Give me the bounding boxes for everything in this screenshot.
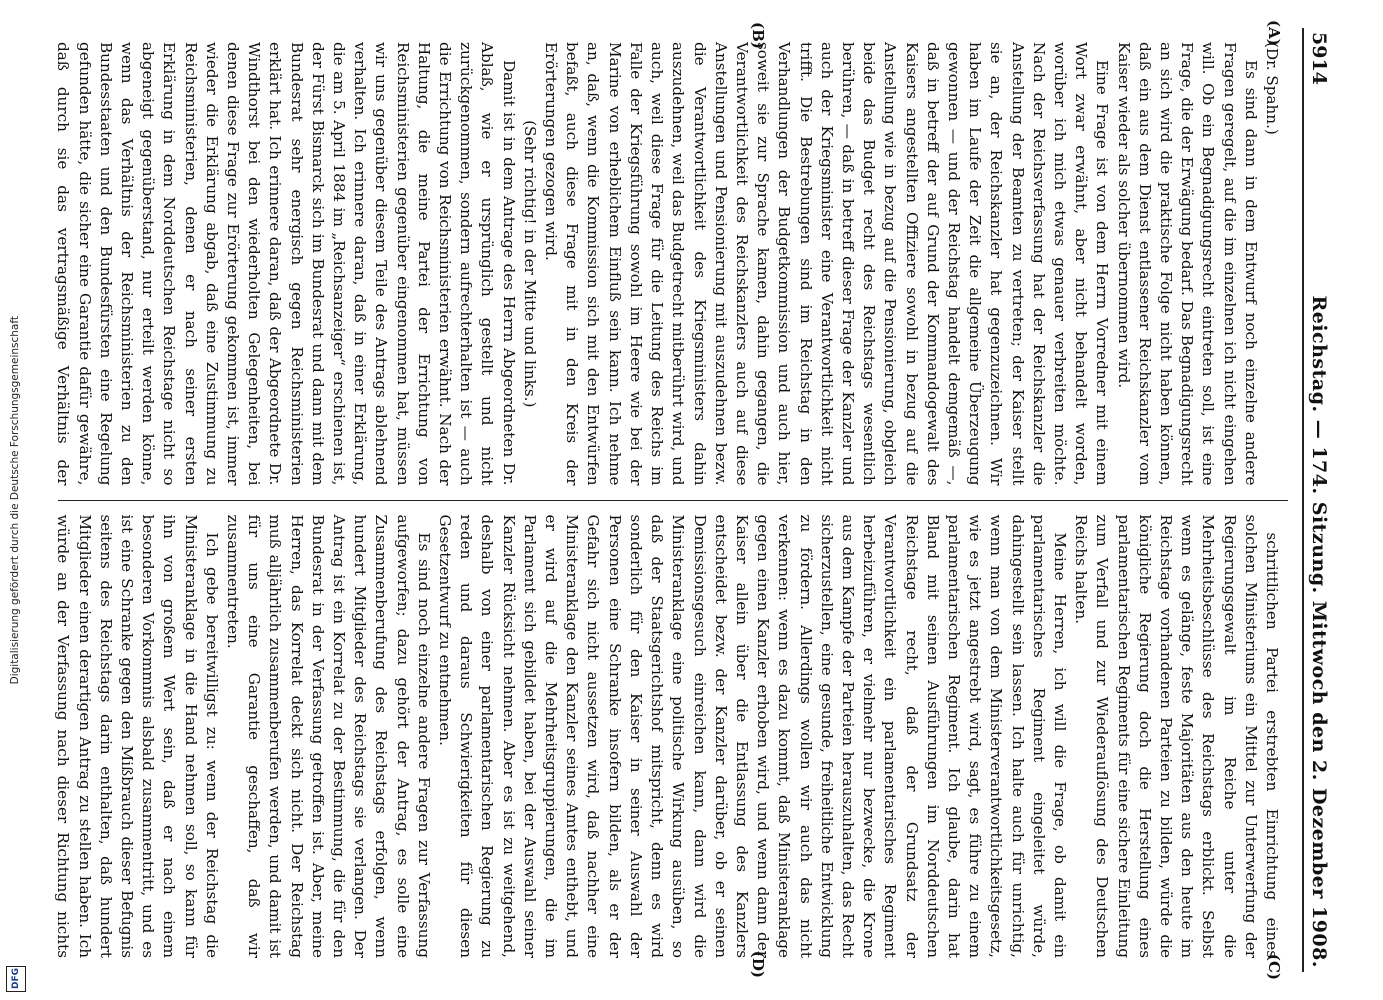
text-columns xyxy=(54,20,1288,980)
margin-marker-d: (D) xyxy=(749,950,767,978)
paragraph: Ich gebe bereitwilligst zu: wenn der Reichstag die Ministeranklage in die Hand nehmen soll, so kann für ihn von großem Wert sein, daß er nach einem besonderen Vorkommnis alsbald zusammentritt, und es ist eine Schranke gegen den Mißbrauch dieser Befugnis seitens des Reichstags darin enthalten, daß hundert Mitglieder einen derartigen Antrag zu stellen haben. Ich würde an der Verfassung nach dieser Richtung nichts xyxy=(54,514,221,958)
digitization-credit-text: Digitalisierung gefördert durch die Deutsche Forschungsgemeinschaft xyxy=(9,315,21,685)
paragraph: schrittlichen Partei erstrebten Einrichtung eines solchen Ministeriums ein Mittel zur Unterwerfung der Regierungsgewalt im Reiche unter die Mehrheitsbeschlüsse des Reichstags erblickt. Selbst wenn es gelänge, feste Majoritäten aus den heute im Reichstage vorhandenen Parteien zu bilden, würde die königliche Regierung doch die Herstellung eines parlamentarischen Regiments für eine sichere Einleitung zum Verfall und zur Wiederauflösung des Deutschen Reichs halten. xyxy=(1072,514,1281,958)
dfg-logo xyxy=(6,966,26,992)
scanned-page xyxy=(50,20,1340,980)
margin-marker-b: (B) xyxy=(749,22,767,49)
interjection: (Sehr richtig! in der Mitte und links.) xyxy=(520,120,539,408)
page-header xyxy=(1302,28,1330,972)
paragraph: Eine Frage ist von dem Herrn Vorredner mit einem Wort zwar erwähnt, aber nicht behandelt worden, worüber ich mich etwas genauer verbreiten möchte. Nach der Reichsverfassung hat der Reichskanzler die Anstellung der Beamten zu vertreten; der Kaiser stellt sie an, der Reichskanzler hat gegenzuzeichnen. Wir haben im Laufe der Zeit die allgemeine Überzeugung gewonnen — und der Reichstag handelt demgemäß —, daß in betreff der auf Grund der Kommandogewalt des Kaisers angestellten Offiziere sowohl in bezug auf die Anstellung wie in bezug auf die Pensionierung, obgleich beide das Budget recht des Reichstags wesentlich berühren, — daß in betreff dieser Frage der Kanzler und auch der Kriegsminister eine Verantwortlichkeit nicht trifft. Die Bestrebungen sind im Reichstag in den Verhandlungen der Budgetkommission und auch hier, soweit sie zur Sprache kamen, dahin gegangen, die Verantwortlichkeit des Reichskanzlers auch auf diese Anstellungen und Pensionierung mit auszudehnen bezw. die Verantwortlichkeit des Kriegsministers dahin auszudehnen, weil das Budgetrecht mitberührt wird, und auch, weil diese Frage für die Leitung des Reichs im Falle der Kriegsführung sowohl im Heere wie bei der Marine von erheblichem Einfluß sein kann. Ich nehme an, daß, wenn die Kommission sich mit den Entwürfen befaßt, auch diese Frage mit in den Kreis der Erörterungen gezogen wird. xyxy=(542,42,1112,486)
page-number: 5914 xyxy=(1308,32,1330,85)
right-column xyxy=(54,500,1288,980)
paragraph: Damit ist in dem Antrage des Herrn Abgeordneten Dr. Ablaß, wie er ursprünglich gestellt und nicht zurückgenommen, sondern aufrechterhalten ist — auch die Errichtung von Reichsministerien erwähnt. Nach der Haltung, die meine Partei der Errichtung von Reichsministerien gegenüber eingenommen hat, müssen wir uns gegenüber diesem Teile des Antrags ablehnend verhalten. Ich erinnere daran, daß in einer Erklärung, die am 5. April 1884 im „Reichsanzeiger“ erschienen ist, der Fürst Bismarck sich im Bundesrat und dann mit dem Bundesrat sehr energisch gegen Reichsministerien erklärt hat. Ich erinnere daran, daß der Abgeordnete Dr. Windthorst bei den wiederholten Gelegenheiten, bei denen diese Frage zur Erörterung gekommen ist, immer wieder die Erklärung abgab, daß eine Zustimmung zu Reichsministerien, denen er nach seiner ersten Erklärung in dem Norddeutschen Reichstage nicht so abgeneigt gegenüberstand, nur erteilt werden könne, wenn das Verhältnis der Reichsministerien zu den Bundesstaaten und den Bundesfürsten eine Regelung gefunden hätte, die sicher eine Garantie dafür gewähre, daß durch sie das vertragsmäßige Verhältnis der xyxy=(54,42,518,486)
digitization-credit xyxy=(4,20,26,980)
rotated-page-content xyxy=(50,20,1340,980)
paragraph: Es sind noch einzelne andere Fragen zur Verfassung aufgeworfen; dazu gehört der Antrag, es solle eine Zusammenberufung des Reichstags erfolgen, wenn hundert Mitglieder des Reichstags sie verlangen. Der Antrag ist ein Korrelat zu der Bestimmung, die für den Bundesrat in der Verfassung getroffen ist. Aber, meine Herren, das Korrelat deckt sich nicht. Der Reichstag muß alljährlich zusammenberufen werden, und damit ist für uns eine Garantie geschaffen, daß wir zusammentreten. xyxy=(224,514,433,958)
paragraph: Meine Herren, ich will die Frage, ob damit ein parlamentarisches Regiment eingeleitet würde, dahingestellt sein lassen. Ich halte auch für unrichtig, wenn man von dem Ministerverantwortlichkeitsgesetz, wie es jetzt angestrebt wird, sagt, es führe zu einem parlamentarischen Regiment. Ich glaube, darin hat Bland mit seinen Ausführungen im Norddeutschen Reichstage recht, daß der Grundsatz der Verantwortlichkeit ein parlamentarisches Regiment herbeizuführen, er vielmehr nur bezwecke, die Krone aus dem Kampfe der Parteien herauszuhalten, das Recht sicherzustellen, eine gesunde, freiheitliche Entwicklung zu fördern. Allerdings wollen wir auch das nicht verkennen: wenn es dazu kommt, daß Ministeranklage gegen einen Kanzler erhoben wird, und wenn dann der Kaiser allein über die Entlassung des Kanzlers entscheidet bezw. der Kanzler darüber, ob er seinen Demissionsgesuch einreichen kann, dann wird die Ministeranklage eine politische Wirkung ausüben, so daß der Staatsgerichtshof mitspricht, denn es wird sonderlich für den Kaiser in seiner Auswahl der Personen eine Schranke insofern bilden, als er der Gefahr sich nicht aussetzen wird, daß nachher eine Ministeranklage den Kanzler seines Amtes enthebt, und er wird auf die Mehrheitsgruppierungen, die im Parlament sich gebildet haben, bei der Auswahl seiner Kanzler Rücksicht nehmen. Aber es ist zu weitgehend, deshalb von einer parlamentarischen Regierung zu reden und daraus Schwierigkeiten für diesen Gesetzentwurf zu entnehmen. xyxy=(436,514,1069,958)
speaker-label: (Dr. Spahn.) xyxy=(1263,42,1281,135)
left-column xyxy=(54,20,1288,500)
dfg-logo-text: DFG xyxy=(11,968,21,990)
margin-marker-a: (A) xyxy=(1265,20,1283,46)
paragraph: Es sind dann in dem Entwurf noch einzelne andere Fragen geregelt, auf die im einzelnen ich nicht eingehen will. Ob ein Begnadigungsrecht eintreten soll, ist eine Frage, die der Erwägung bedarf. Das Begnadigungsrecht an sich wird die praktische Folge nicht haben können, daß ein aus dem Dienst entlassener Reichskanzler vom Kaiser wieder als solcher übernommen wird. xyxy=(1114,42,1260,486)
running-head: Reichstag. — 174. Sitzung. Mittwoch den 2. Dezember 1908. xyxy=(1308,295,1330,968)
margin-marker-c: (C) xyxy=(1265,953,1283,980)
